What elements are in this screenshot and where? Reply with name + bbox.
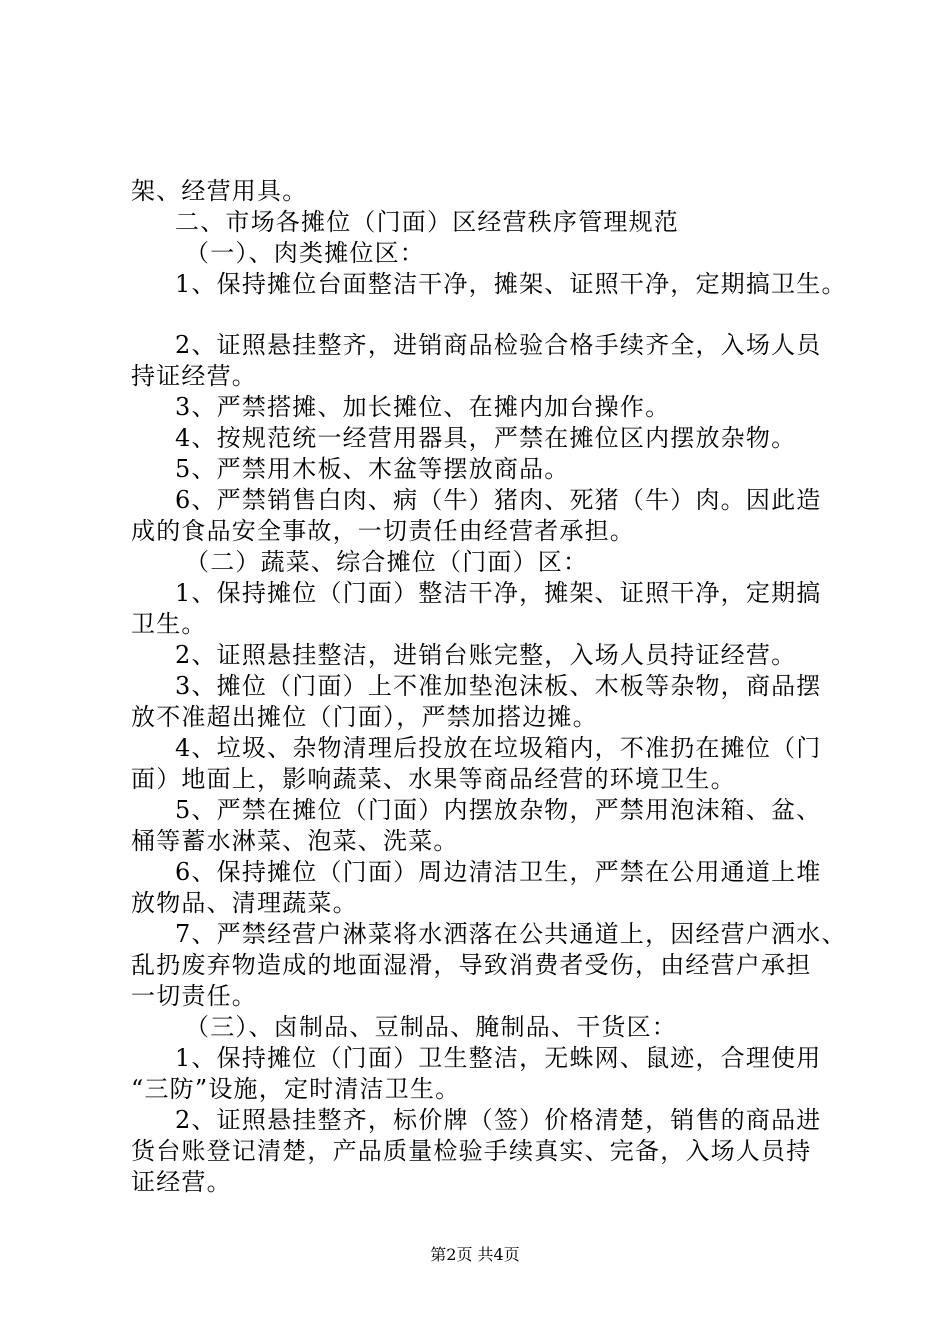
text-line: 一切责任。: [131, 982, 257, 1010]
text-line: 2、证照悬挂整洁，进销台账完整，入场人员持证经营。: [175, 641, 797, 669]
text-line: 5、严禁用木板、木盆等摆放商品。: [175, 455, 570, 483]
text-line: 持证经营。: [131, 362, 257, 390]
text-line: 4、垃圾、杂物清理后投放在垃圾箱内，不准扔在摊位（门: [175, 734, 822, 762]
text-line: 6、保持摊位（门面）周边清洁卫生，严禁在公用通道上堆: [175, 858, 822, 886]
text-line: 5、严禁在摊位（门面）内摆放杂物，严禁用泡沫箱、盆、: [175, 796, 822, 824]
text-line: “三防”设施，定时清洁卫生。: [131, 1075, 461, 1103]
text-line: 6、严禁销售白肉、病（牛）猪肉、死猪（牛）肉。因此造: [175, 486, 822, 514]
text-line: 桶等蓄水淋菜、泡菜、洗菜。: [131, 827, 459, 855]
text-line: 2、证照悬挂整齐，标价牌（签）价格清楚，销售的商品进: [175, 1106, 822, 1134]
text-line: 卫生。: [131, 610, 207, 638]
section-heading: 二、市场各摊位（门面）区经营秩序管理规范: [175, 208, 679, 236]
text-line: 3、严禁搭摊、加长摊位、在摊内加台操作。: [175, 393, 671, 421]
text-line: 货台账登记清楚，产品质量检验手续真实、完备，入场人员持: [131, 1137, 812, 1165]
text-line: 3、摊位（门面）上不准加垫泡沫板、木板等杂物，商品摆: [175, 672, 822, 700]
subsection-heading: （二）蔬菜、综合摊位（门面）区：: [185, 548, 589, 576]
text-line: 放物品、清理蔬菜。: [131, 889, 358, 917]
text-line: 1、保持摊位（门面）卫生整洁，无蛛网、鼠迹，合理使用: [175, 1044, 822, 1072]
text-line: 1、保持摊位（门面）整洁干净，摊架、证照干净，定期搞: [175, 579, 822, 607]
text-line: 成的食品安全事故，一切责任由经营者承担。: [131, 517, 635, 545]
page-number-footer: 第2页 共4页: [430, 1245, 520, 1264]
subsection-heading: （一）、肉类摊位区：: [185, 239, 425, 267]
text-line: 面）地面上，影响蔬菜、水果等商品经营的环境卫生。: [131, 765, 736, 793]
text-line: 架、经营用具。: [131, 177, 308, 205]
text-line: 4、按规范统一经营用器具，严禁在摊位区内摆放杂物。: [175, 424, 797, 452]
text-line: 证经营。: [131, 1168, 232, 1196]
subsection-heading: （三）、卤制品、豆制品、腌制品、干货区：: [185, 1013, 677, 1041]
text-line: 1、保持摊位台面整洁干净，摊架、证照干净，定期搞卫生。: [175, 270, 847, 298]
text-line: 2、证照悬挂整齐，进销商品检验合格手续齐全，入场人员: [175, 331, 822, 359]
text-line: 放不准超出摊位（门面），严禁加搭边摊。: [131, 703, 598, 731]
text-line: 乱扔废弃物造成的地面湿滑，导致消费者受伤，由经营户承担: [131, 951, 812, 979]
text-line: 7、严禁经营户淋菜将水洒落在公共通道上，因经营户洒水、: [175, 920, 847, 948]
